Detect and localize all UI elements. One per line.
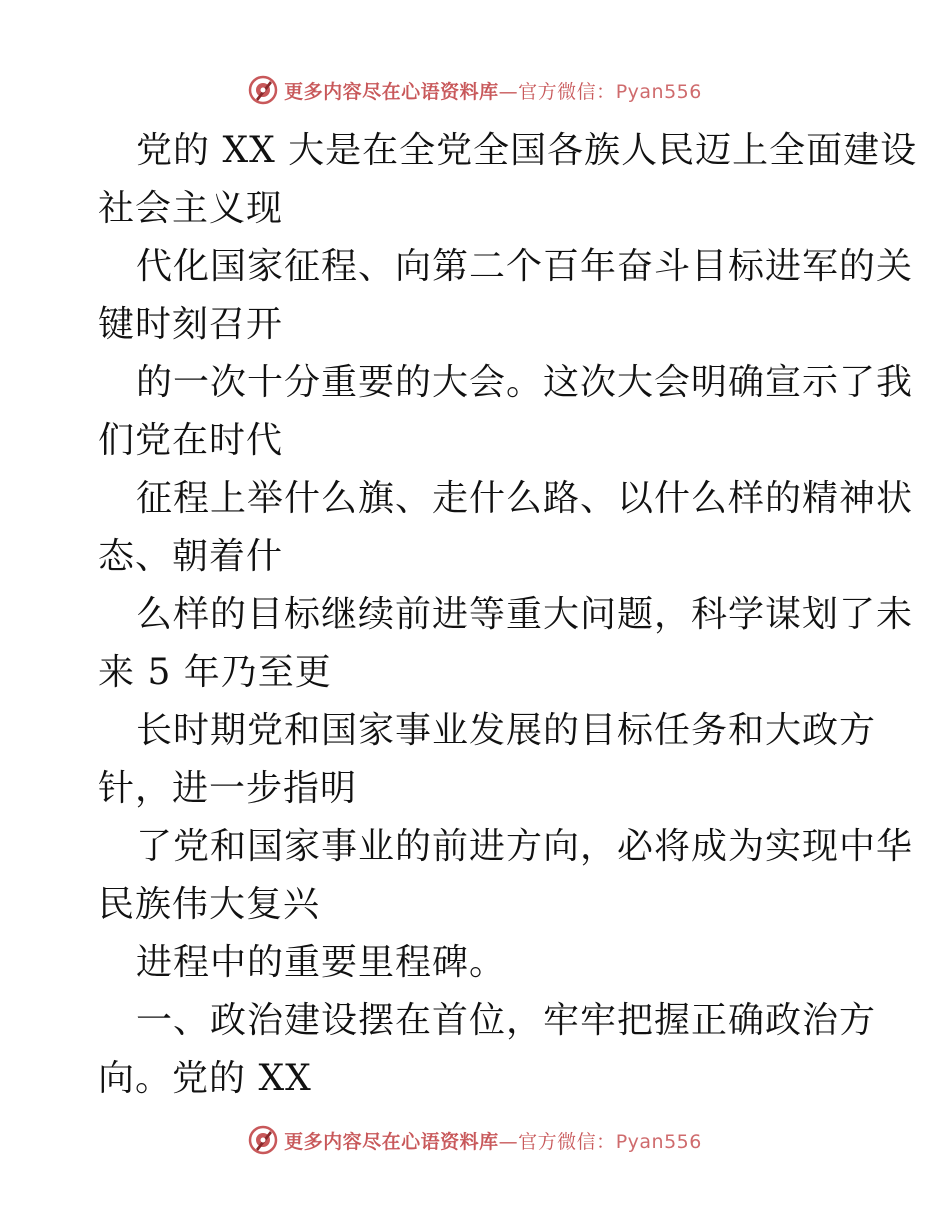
watermark-brand: 更多内容尽在心语资料库 [284, 1130, 499, 1153]
body-line: 民族伟大复兴 [98, 884, 321, 925]
header-watermark [0, 70, 950, 110]
watermark-wechat-id: Pyan556 [615, 80, 702, 103]
watermark-wechat-label: 官方微信： [518, 80, 616, 103]
watermark-wechat-id: Pyan556 [615, 1130, 702, 1153]
body-line: 代化国家征程、向第二个百年奋斗目标进军的关 [136, 246, 914, 287]
body-line: 社会主义现 [98, 188, 284, 229]
body-line: 进程中的重要里程碑。 [136, 942, 507, 983]
footer-watermark [0, 1120, 950, 1160]
body-line: 态、朝着什 [98, 536, 284, 577]
body-line: 键时刻召开 [98, 304, 284, 345]
watermark-brand: 更多内容尽在心语资料库 [284, 80, 499, 103]
body-line: 么样的目标继续前进等重大问题，科学谋划了未 [136, 594, 914, 635]
body-line: 征程上举什么旗、走什么路、以什么样的精神状 [136, 478, 914, 519]
body-line: 向。党的 XX [98, 1058, 312, 1099]
watermark-wechat-label: 官方微信： [518, 1130, 616, 1153]
body-line: 党的 XX 大是在全党全国各族人民迈上全面建设 [136, 130, 918, 171]
body-line: 长时期党和国家事业发展的目标任务和大政方 [136, 710, 877, 751]
document-body [98, 122, 918, 1108]
body-line: 一、政治建设摆在首位，牢牢把握正确政治方 [136, 1000, 877, 1041]
watermark-separator: — [498, 80, 519, 103]
quill-logo-icon [248, 1125, 278, 1155]
quill-logo-icon [248, 75, 278, 105]
body-line: 来 5 年乃至更 [98, 652, 332, 693]
body-line: 了党和国家事业的前进方向，必将成为实现中华 [136, 826, 914, 867]
body-line: 的一次十分重要的大会。这次大会明确宣示了我 [136, 362, 914, 403]
body-line: 针，进一步指明 [98, 768, 358, 809]
watermark-separator: — [498, 1130, 519, 1153]
body-line: 们党在时代 [98, 420, 284, 461]
